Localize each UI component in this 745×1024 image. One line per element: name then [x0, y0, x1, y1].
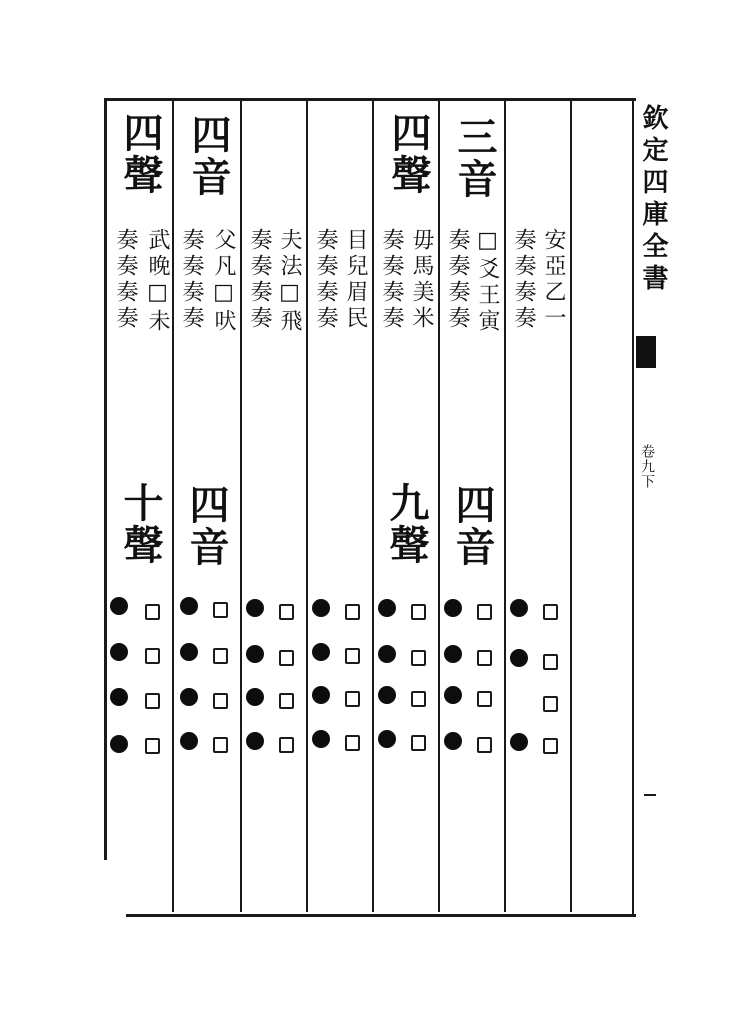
entry-chars: 奏奏奏奏	[247, 228, 272, 332]
lower-heading: 九聲	[383, 482, 430, 566]
filled-dot	[246, 688, 264, 706]
left-border	[104, 100, 107, 860]
filled-dot	[510, 599, 528, 617]
filled-dot	[378, 645, 396, 663]
filled-dot	[510, 649, 528, 667]
filled-dot	[444, 599, 462, 617]
open-box	[145, 738, 160, 754]
column-divider	[570, 100, 572, 912]
book-title: 欽定四庫全書	[638, 104, 668, 296]
fish-tail-mark	[636, 336, 656, 368]
filled-dot	[444, 686, 462, 704]
open-box	[213, 693, 228, 709]
entry-chars: 父凡□吠	[211, 228, 236, 335]
top-rule	[104, 98, 636, 101]
open-box	[145, 693, 160, 709]
column-divider	[306, 100, 308, 912]
open-box	[477, 691, 492, 707]
open-box	[543, 738, 558, 754]
open-box	[345, 691, 360, 707]
entry-chars: 安亞乙一	[541, 228, 566, 332]
open-box	[543, 696, 558, 712]
column-divider	[438, 100, 440, 912]
filled-dot	[510, 733, 528, 751]
entry-chars: □爻王寅	[475, 228, 500, 335]
open-box	[411, 604, 426, 620]
open-box	[477, 604, 492, 620]
entry-chars: 夫法□飛	[277, 228, 302, 335]
entry-chars: 奏奏奏奏	[445, 228, 470, 332]
filled-dot	[246, 732, 264, 750]
filled-dot	[180, 643, 198, 661]
filled-dot	[246, 645, 264, 663]
open-box	[477, 650, 492, 666]
open-box	[411, 650, 426, 666]
bottom-rule	[126, 914, 636, 917]
filled-dot	[444, 645, 462, 663]
column-divider	[504, 100, 506, 912]
filled-dot	[312, 599, 330, 617]
lower-heading: 四音	[449, 484, 496, 568]
open-box	[213, 602, 228, 618]
open-box	[279, 604, 294, 620]
entry-chars: 奏奏奏奏	[511, 228, 536, 332]
lower-heading: 四音	[183, 484, 230, 568]
open-box	[411, 735, 426, 751]
entry-chars: 奏奏奏奏	[313, 228, 338, 332]
upper-heading: 三音	[451, 116, 498, 200]
entry-chars: 目兒眉民	[343, 228, 368, 332]
open-box	[279, 650, 294, 666]
filled-dot	[444, 732, 462, 750]
margin-tick	[644, 794, 656, 796]
filled-dot	[378, 730, 396, 748]
lower-heading: 十聲	[117, 482, 164, 566]
open-box	[345, 735, 360, 751]
open-box	[279, 737, 294, 753]
filled-dot	[180, 732, 198, 750]
column-divider	[372, 100, 374, 912]
upper-heading: 四音	[185, 114, 232, 198]
entry-chars: 奏奏奏奏	[113, 228, 138, 332]
filled-dot	[110, 643, 128, 661]
filled-dot	[312, 686, 330, 704]
entry-chars: 奏奏奏奏	[179, 228, 204, 332]
open-box	[477, 737, 492, 753]
right-border	[632, 100, 634, 916]
filled-dot	[110, 597, 128, 615]
filled-dot	[180, 688, 198, 706]
filled-dot	[378, 686, 396, 704]
filled-dot	[180, 597, 198, 615]
column-divider	[172, 100, 174, 912]
upper-heading: 四聲	[385, 112, 432, 196]
entry-chars: 奏奏奏奏	[379, 228, 404, 332]
open-box	[543, 654, 558, 670]
open-box	[279, 693, 294, 709]
column-divider	[240, 100, 242, 912]
filled-dot	[110, 735, 128, 753]
filled-dot	[110, 688, 128, 706]
open-box	[213, 737, 228, 753]
open-box	[345, 604, 360, 620]
open-box	[145, 648, 160, 664]
entry-chars: 毋馬美米	[409, 228, 434, 332]
filled-dot	[378, 599, 396, 617]
filled-dot	[312, 643, 330, 661]
juan-number: 卷九下	[639, 444, 655, 489]
open-box	[145, 604, 160, 620]
entry-chars: 武晚□未	[145, 228, 170, 335]
open-box	[345, 648, 360, 664]
filled-dot	[312, 730, 330, 748]
filled-dot	[246, 599, 264, 617]
open-box	[213, 648, 228, 664]
open-box	[411, 691, 426, 707]
open-box	[543, 604, 558, 620]
upper-heading: 四聲	[117, 112, 164, 196]
